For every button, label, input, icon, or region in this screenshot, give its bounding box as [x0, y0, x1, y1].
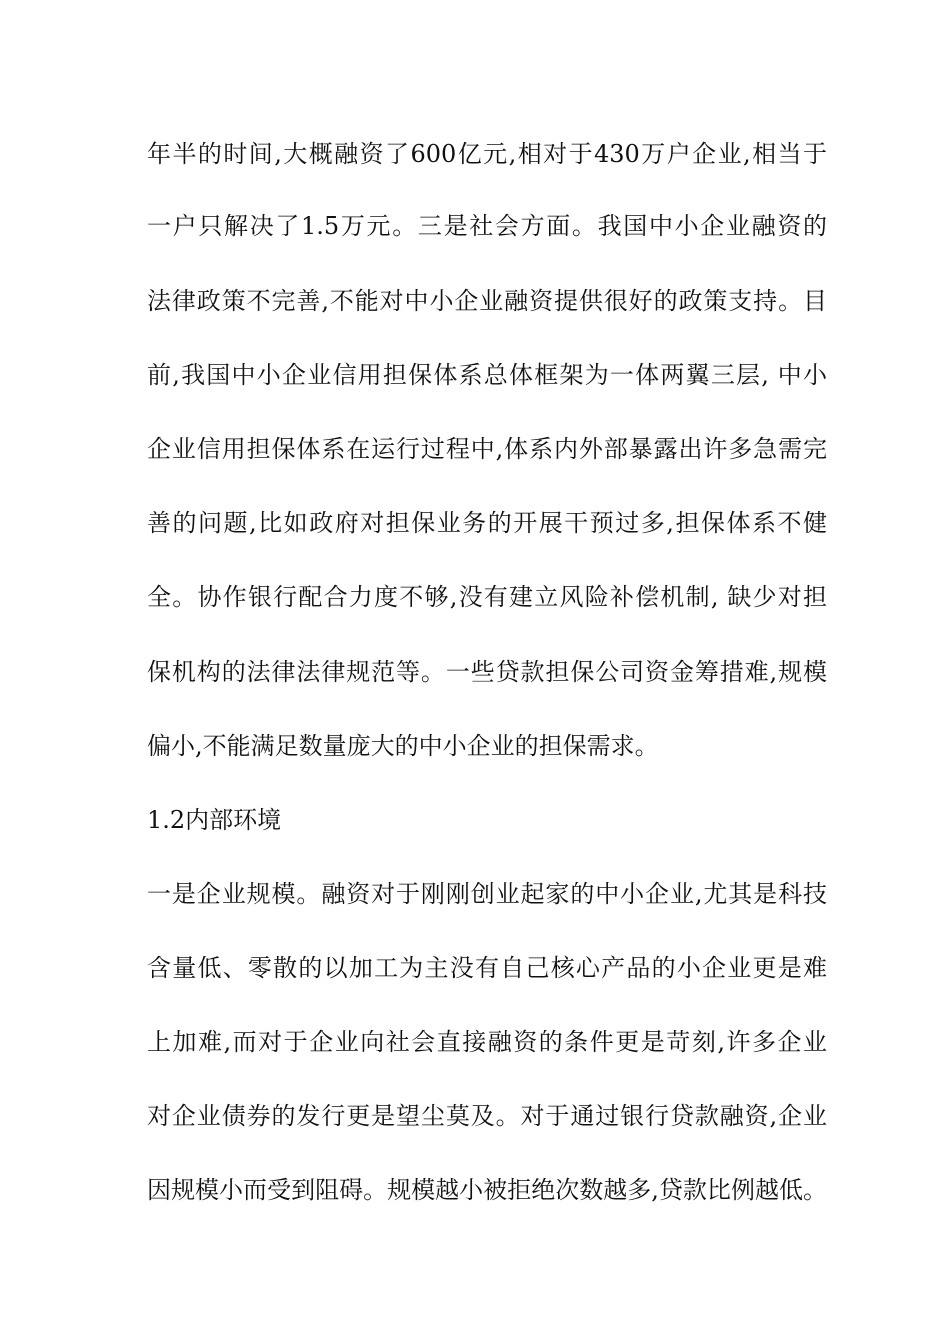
section-line-1: 一是企业规模。融资对于刚刚创业起家的中小企业,尤其是科技 — [147, 880, 827, 908]
section-line-3: 上加难,而对于企业向社会直接融资的条件更是苛刻,许多企业 — [147, 1028, 827, 1056]
body-line-6: 善的问题,比如政府对担保业务的开展干预过多,担保体系不健 — [147, 509, 827, 537]
section-line-2: 含量低、零散的以加工为主没有自己核心产品的小企业更是难 — [147, 954, 827, 982]
section-line-4: 对企业债券的发行更是望尘莫及。对于通过银行贷款融资,企业 — [147, 1102, 827, 1130]
body-line-1: 年半的时间,大概融资了600亿元,相对于430万户企业,相当于 — [147, 140, 827, 168]
body-line-2: 一户只解决了1.5万元。三是社会方面。我国中小企业融资的 — [147, 212, 827, 240]
body-line-5: 企业信用担保体系在运行过程中,体系内外部暴露出许多急需完 — [147, 435, 827, 463]
body-line-7: 全。协作银行配合力度不够,没有建立风险补偿机制, 缺少对担 — [147, 583, 827, 611]
section-line-5: 因规模小而受到阻碍。规模越小被拒绝次数越多,贷款比例越低。 — [147, 1176, 827, 1204]
body-line-3: 法律政策不完善,不能对中小企业融资提供很好的政策支持。目 — [147, 287, 827, 315]
body-line-8: 保机构的法律法律规范等。一些贷款担保公司资金筹措难,规模 — [147, 658, 827, 686]
section-heading: 1.2内部环境 — [147, 806, 282, 834]
body-line-9: 偏小,不能满足数量庞大的中小企业的担保需求。 — [147, 732, 659, 760]
body-line-4: 前,我国中小企业信用担保体系总体框架为一体两翼三层, 中小 — [147, 361, 827, 389]
